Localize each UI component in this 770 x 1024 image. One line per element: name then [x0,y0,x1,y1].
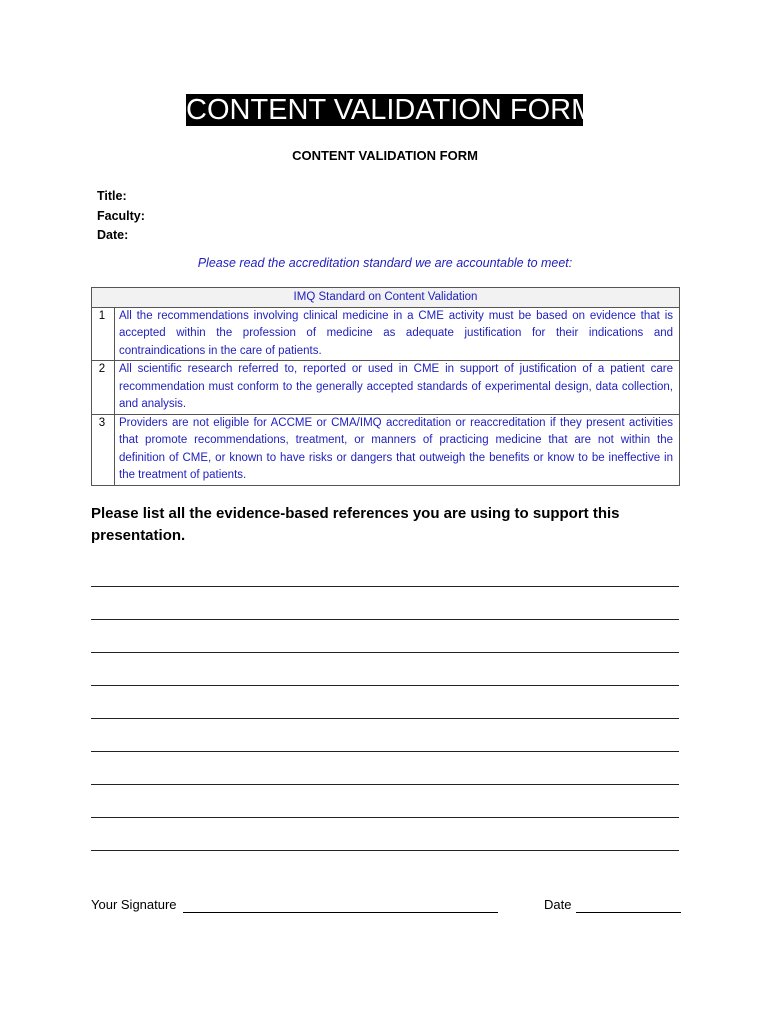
table-header: IMQ Standard on Content Validation [92,288,680,308]
date-field-label: Date: [97,228,129,242]
form-subtitle: CONTENT VALIDATION FORM [292,148,478,163]
table-row [92,361,680,415]
row-text: All scientific research referred to, reported or used in CME in support of justification of a patient care recommendation must conform to the generally accepted standards of experimental design, data collection, and analysis. [115,361,680,415]
imq-standard-table [91,287,680,486]
row-text: All the recommendations involving clinical medicine in a CME activity must be based on evidence that is accepted within the profession of medicine as adequate justification for their indications and contraindications in the care of patients. [115,307,680,361]
reference-line[interactable] [91,817,679,818]
faculty-field-label: Faculty: [97,209,145,223]
instruction-text: Please read the accreditation standard we are accountable to meet: [197,256,573,270]
reference-line[interactable] [91,784,679,785]
reference-line[interactable] [91,685,679,686]
row-number: 1 [92,307,115,361]
table-header-row [92,288,680,308]
row-number: 3 [92,414,115,485]
row-text: Providers are not eligible for ACCME or CMA/IMQ accreditation or reaccreditation if they present activities that promote recommendations, treatment, or manners of practicing medicine that are not within the definition of CME, or known to have risks or dangers that outweigh the benefits or know to be ineffective in the treatment of patients. [115,414,680,485]
reference-line[interactable] [91,586,679,587]
signature-line[interactable] [183,912,498,913]
table-row [92,307,680,361]
form-banner-title: CONTENT VALIDATION FORM [186,94,596,126]
signature-date-label: Date [544,897,572,912]
row-number: 2 [92,361,115,415]
table-row [92,414,680,485]
reference-line[interactable] [91,652,679,653]
references-prompt: Please list all the evidence-based references you are using to support this presentation. [91,505,620,544]
signature-label: Your Signature [91,897,177,912]
reference-line[interactable] [91,751,679,752]
reference-line[interactable] [91,619,679,620]
reference-line[interactable] [91,718,679,719]
title-field-label: Title: [97,189,127,203]
reference-line[interactable] [91,850,679,851]
signature-date-line[interactable] [576,912,681,913]
